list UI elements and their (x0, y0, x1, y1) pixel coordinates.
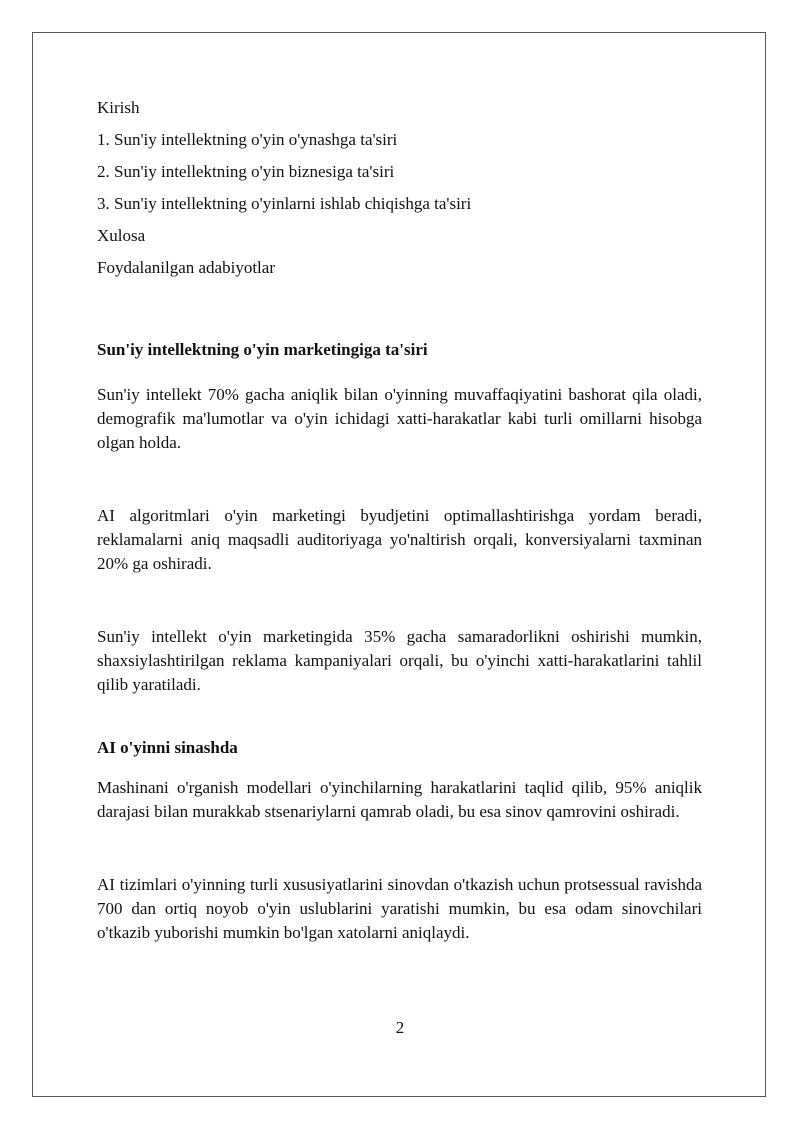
toc-item-references: Foydalanilgan adabiyotlar (97, 258, 275, 277)
toc-item-2: 2. Sun'iy intellektning o'yin biznesiga ta'siri (97, 162, 395, 181)
section-heading-testing: AI o'yinni sinashda (97, 738, 238, 757)
toc-item-3: 3. Sun'iy intellektning o'yinlarni ishlab chiqishga ta'siri (97, 194, 472, 213)
page-number: 2 (395, 1018, 405, 1037)
paragraph-marketing-2: AI algoritmlari o'yin marketingi byudjetini optimallashtirishga yordam beradi, reklamalarni aniq maqsadli auditoriyaga yo'naltirish orqali, konversiyalarni taxminan 20% ga oshiradi. (97, 506, 702, 573)
table-of-contents (97, 96, 702, 288)
paragraph-testing-1: Mashinani o'rganish modellari o'yinchilarning harakatlarini taqlid qilib, 95% aniqlik darajasi bilan murakkab stsenariylarni qamrab oladi, bu esa sinov qamrovini oshiradi. (97, 778, 702, 821)
paragraph-marketing-1: Sun'iy intellekt 70% gacha aniqlik bilan o'yinning muvaffaqiyatini bashorat qila oladi, demografik ma'lumotlar va o'yin ichidagi xatti-harakatlar kabi turli omillarni hisobga olgan holda. (97, 385, 702, 452)
document-body (97, 96, 702, 945)
paragraph-testing-2: AI tizimlari o'yinning turli xususiyatlarini sinovdan o'tkazish uchun protsessual ravishda 700 dan ortiq noyob o'yin uslublarini yaratishi mumkin, bu esa odam sinovchilari o'tkazib yuborishi mumkin bo'lgan xatolarni aniqlaydi. (97, 875, 702, 942)
toc-item-1: 1. Sun'iy intellektning o'yin o'ynashga ta'siri (97, 130, 398, 149)
paragraph-marketing-3: Sun'iy intellekt o'yin marketingida 35% gacha samaradorlikni oshirishi mumkin, shaxsiylashtirilgan reklama kampaniyalari orqali, bu o'yinchi xatti-harakatlarini tahlil qilib yaratiladi. (97, 627, 702, 694)
section-heading-marketing: Sun'iy intellektning o'yin marketingiga ta'siri (97, 340, 428, 359)
toc-item-intro: Kirish (97, 98, 140, 117)
toc-item-conclusion: Xulosa (97, 226, 146, 245)
